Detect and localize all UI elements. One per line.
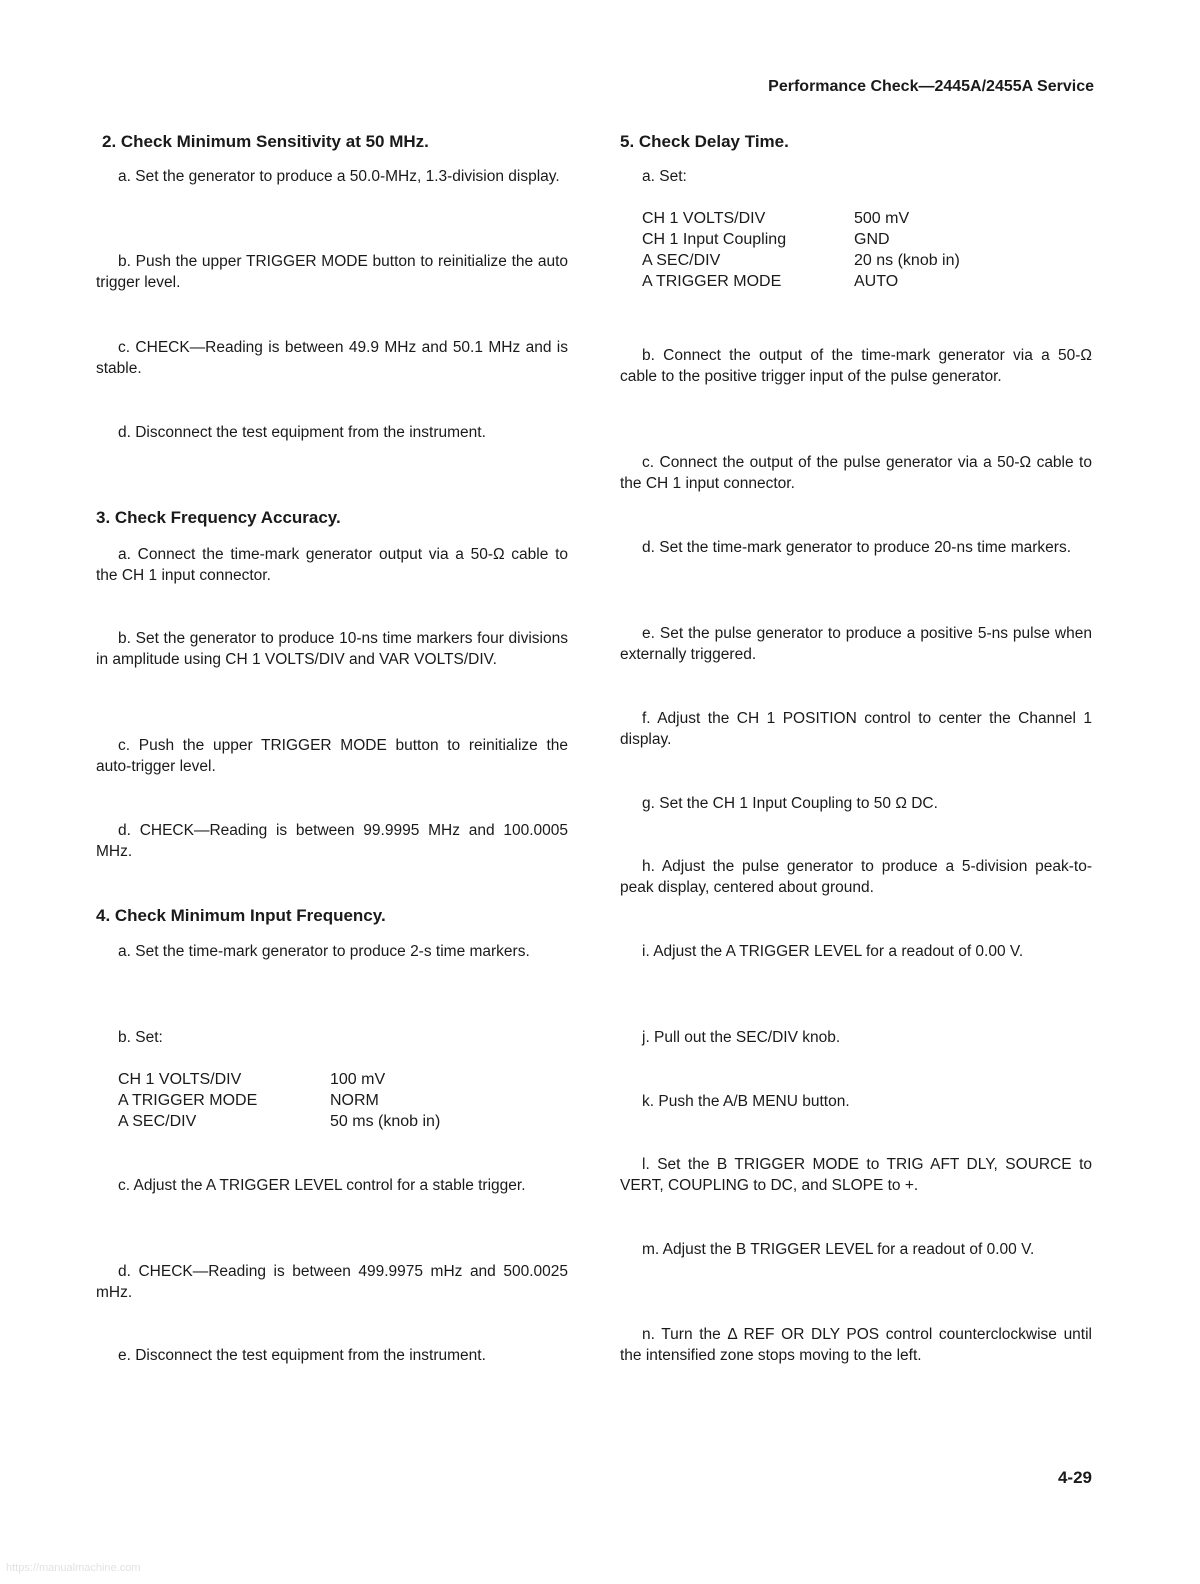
step-2b: b. Push the upper TRIGGER MODE button to reinitialize the auto trigger level. [96,253,568,291]
setting-value: GND [854,231,890,248]
step-3b: b. Set the generator to produce 10-ns time markers four divisions in amplitude using CH 1 VOLTS/DIV and VAR VOLTS/DIV. [96,630,568,668]
setting-value: 500 mV [854,210,910,227]
step-5e: e. Set the pulse generator to produce a positive 5-ns pulse when externally triggered. [620,625,1092,663]
step-4b: b. Set: [118,1029,163,1046]
settings-row [118,1111,440,1132]
step-4a: a. Set the time-mark generator to produce 2-s time markers. [118,943,530,960]
settings-row [642,250,960,271]
setting-value: 50 ms (knob in) [330,1113,441,1130]
setting-value: 20 ns (knob in) [854,252,960,269]
step-5a-settings-table [642,208,960,292]
setting-name: CH 1 VOLTS/DIV [118,1071,242,1088]
section-3-heading: 3. Check Frequency Accuracy. [96,508,341,527]
step-4d: d. CHECK—Reading is between 499.9975 mHz and 500.0025 mHz. [96,1263,568,1301]
setting-name: A SEC/DIV [642,252,721,269]
setting-name: CH 1 VOLTS/DIV [642,210,766,227]
settings-row [118,1090,440,1111]
settings-row [642,229,960,250]
section-2-heading: 2. Check Minimum Sensitivity at 50 MHz. [102,132,429,151]
setting-value: AUTO [854,273,899,290]
step-5l: l. Set the B TRIGGER MODE to TRIG AFT DLY, SOURCE to VERT, COUPLING to DC, and SLOPE to +. [620,1156,1092,1194]
step-2d: d. Disconnect the test equipment from the instrument. [118,424,486,441]
step-5c: c. Connect the output of the pulse generator via a 50-Ω cable to the CH 1 input connector. [620,454,1092,492]
step-5k: k. Push the A/B MENU button. [642,1093,850,1110]
setting-name: A SEC/DIV [118,1113,197,1130]
step-4c: c. Adjust the A TRIGGER LEVEL control for a stable trigger. [118,1177,526,1194]
step-5d: d. Set the time-mark generator to produce 20-ns time markers. [642,539,1072,556]
setting-value: 100 mV [330,1071,386,1088]
settings-row [642,271,960,292]
settings-row [642,208,960,229]
step-5n: n. Turn the Δ REF OR DLY POS control counterclockwise until the intensified zone stops moving to the left. [620,1326,1092,1364]
step-2a: a. Set the generator to produce a 50.0-MHz, 1.3-division display. [118,168,560,185]
section-5-heading: 5. Check Delay Time. [620,132,789,151]
step-3c: c. Push the upper TRIGGER MODE button to reinitialize the auto-trigger level. [96,737,568,775]
settings-row [118,1069,440,1090]
setting-name: A TRIGGER MODE [118,1092,258,1109]
section-4-heading: 4. Check Minimum Input Frequency. [96,906,386,925]
setting-value: NORM [330,1092,379,1109]
page-number: 4-29 [1057,1468,1092,1487]
step-3a: a. Connect the time-mark generator output via a 50-Ω cable to the CH 1 input connector. [96,546,568,584]
step-5j: j. Pull out the SEC/DIV knob. [642,1029,841,1046]
step-4e: e. Disconnect the test equipment from the instrument. [118,1347,486,1364]
step-5m: m. Adjust the B TRIGGER LEVEL for a readout of 0.00 V. [642,1241,1035,1258]
step-5i: i. Adjust the A TRIGGER LEVEL for a readout of 0.00 V. [642,943,1024,960]
running-header: Performance Check—2445A/2455A Service [768,78,1094,95]
step-2c: c. CHECK—Reading is between 49.9 MHz and 50.1 MHz and is stable. [96,339,568,377]
step-5b: b. Connect the output of the time-mark generator via a 50-Ω cable to the positive trigger input of the pulse generator. [620,347,1092,385]
step-5f: f. Adjust the CH 1 POSITION control to center the Channel 1 display. [620,710,1092,748]
step-5h: h. Adjust the pulse generator to produce a 5-division peak-to-peak display, centered about ground. [620,858,1092,896]
step-5a: a. Set: [642,168,687,185]
step-3d: d. CHECK—Reading is between 99.9995 MHz and 100.0005 MHz. [96,822,568,860]
footer-url: https://manualmachine.com [6,1562,141,1574]
step-5g: g. Set the CH 1 Input Coupling to 50 Ω DC. [642,795,938,812]
setting-name: CH 1 Input Coupling [642,231,787,248]
step-4b-settings-table [118,1069,440,1132]
setting-name: A TRIGGER MODE [642,273,782,290]
